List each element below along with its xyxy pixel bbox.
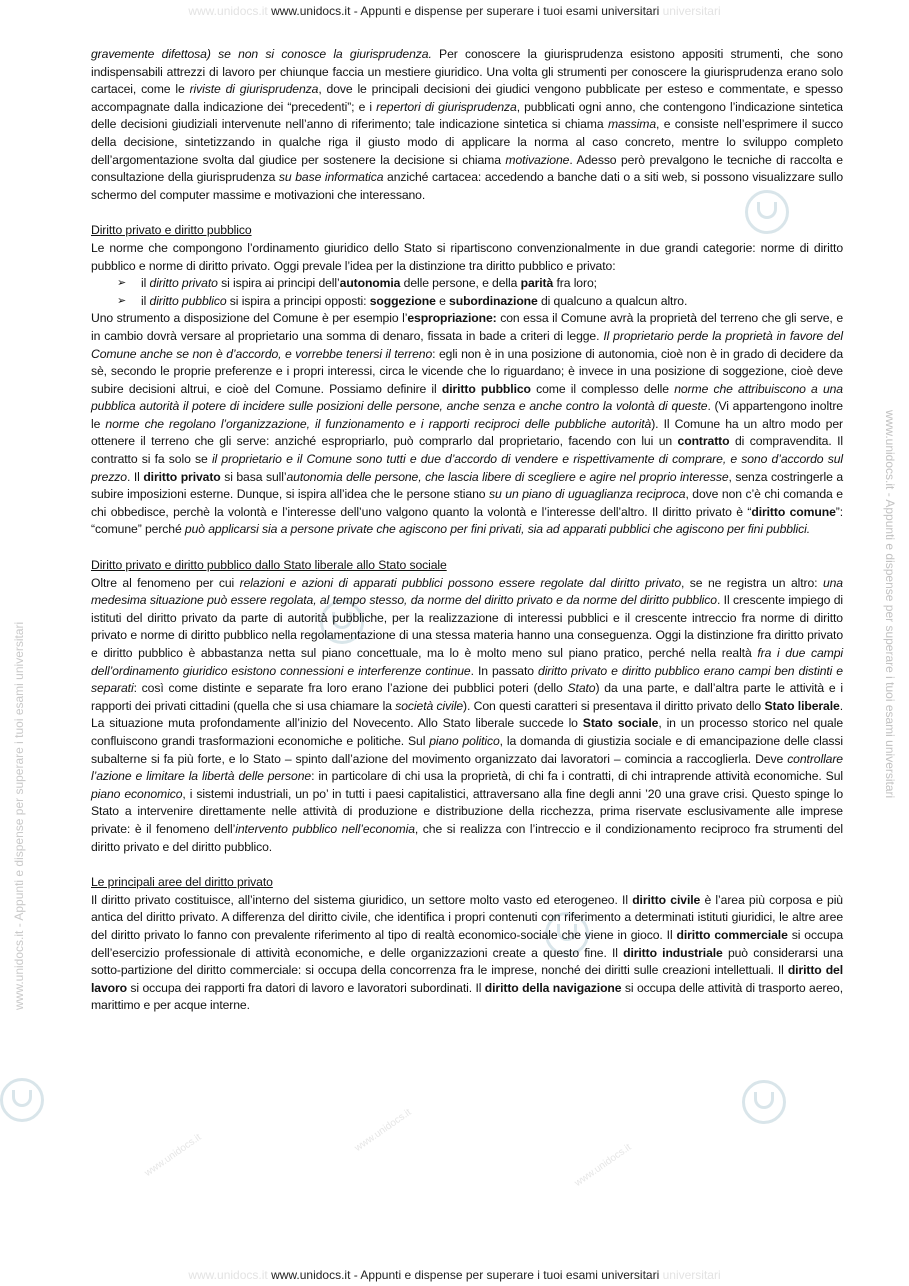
text-italic: diritto privato [149, 276, 218, 291]
paragraph-body [91, 310, 843, 539]
text-italic: diritto privato e diritto pubblico erano campi ben distinti e separati [91, 663, 843, 696]
text-italic: motivazione [505, 152, 570, 167]
text-bold: autonomia [339, 276, 401, 291]
text: , dove le principali decisioni dei giudici vengono pubblicate per esteso e commentate, e spesso accompagnate dalla indicazione dei “precedenti”; e i [91, 82, 843, 114]
text-italic: piano politico [429, 733, 500, 748]
text: : in particolare di chi usa la proprietà, di chi fa i contratti, di chi intraprende attività economiche. Sul [311, 769, 843, 784]
list-item [141, 275, 843, 293]
text: , senza costringerle a subire imposizioni esterne. Dunque, si ispira all’idea che le persone stiano [91, 469, 844, 502]
text-bold: diritto commerciale [676, 927, 788, 942]
text-italic: fra i due campi dell’ordinamento giuridico esistono connessioni e interferenze continue [91, 646, 843, 678]
text: Oltre al fenomeno per cui [91, 575, 240, 590]
text-bold: diritto privato [143, 469, 221, 484]
document-body [91, 46, 843, 1015]
watermark-logo-icon [0, 1078, 44, 1122]
text: : egli non è in una posizione di autonomia, cioè non è in grado di decidere da sè, secondo le proprie preferenze e i propri interessi, circa le vicende che lo riguardano; è invece in una posizione di soggezione, cioè deve subire decisioni altrui, e cioè del Comune. Possiamo definire il [91, 346, 843, 396]
paragraph-intro: Le norme che compongono l’ordinamento giuridico dello Stato si ripartiscono convenzionalmente in due grandi categorie: norme di diritto pubblico e norme di diritto privato. Oggi prevale l’idea per la distinzione tra diritto pubblico e privato: [91, 240, 843, 273]
text: . Il [126, 469, 144, 484]
text: può considerarsi una sotto-partizione del diritto commerciale: si occupa della concorrenza fra le imprese, nonché dei diritti sulle creazioni intellettuali. Il [91, 945, 843, 978]
list-item [141, 293, 843, 311]
text: di compravendita. Il contratto si fa solo se [91, 434, 844, 467]
banner-ghost-right: universitari [662, 4, 721, 18]
text-italic: una medesima situazione può essere regolata, al tempo stesso, da norme del diritto privato e da norme del diritto pubblico [91, 575, 843, 608]
section-heading: Diritto privato e diritto pubblico [91, 223, 252, 238]
text: , la domanda di giustizia sociale e di emancipazione delle classi subalterne si fa più forte, e lo Stato – spinto dall’azione del movimento organizzato dai lavoratori – comincia a raccoglierla. Deve [91, 733, 843, 766]
text: si occupa delle attività di trasporto aereo, marittimo e per acque interne. [91, 980, 844, 1013]
text: si ispira a principi opposti: [226, 293, 370, 308]
banner-ghost-left: www.unidocs.it [188, 1268, 268, 1282]
header-banner [0, 4, 909, 18]
text: anziché cartacea: accedendo a banche dati o a siti web, si possono visualizzare sullo schermo del computer massime e motivazioni che interessano. [91, 170, 843, 202]
text-bold: diritto industriale [623, 945, 723, 960]
text-italic: Il proprietario perde la proprietà in favore del Comune anche se non è d’accordo, e vorrebbe tenersi il terreno [91, 328, 843, 361]
text: delle persone, e della [400, 276, 521, 291]
section-heading: Diritto privato e diritto pubblico dallo Stato liberale allo Stato sociale [91, 558, 447, 573]
text-bold: diritto del lavoro [91, 963, 844, 995]
section-heading: Le principali aree del diritto privato [91, 875, 273, 890]
text: come il complesso delle [530, 381, 675, 396]
text: è l’area più corposa e più antica del diritto privato. A differenza del diritto civile, che identifica i propri contenuti con riferimento a determinati istituti giuridici, le altre aree del diritto privato lo fanno con prevalente riferimento al tipo di realtà economico-sociale che viene in gioco. Il [91, 892, 843, 942]
text-italic: Stato [567, 681, 596, 696]
paragraph-body [91, 892, 843, 1015]
text: , dove non c’è chi comanda e chi obbedisce, perchè la volontà e l’interesse dell’uno valgono quanto la volontà e l’interesse dell’altro. Il diritto privato è “ [91, 487, 843, 519]
text: . In passato [470, 663, 539, 678]
text: , pubblicati ogni anno, che contengono l’indicazione sintetica delle decisioni giudiziali intervenute nell’anno di riferimento; tale indicazione sintetica si chiama [91, 99, 843, 132]
watermark-small-text: www.unidocs.it [572, 1142, 634, 1189]
text: ). Il Comune ha un altro modo per ottenere il terreno che gli serve: anziché espropriarlo, può comprarlo dal proprietario, facendo con lui un [91, 416, 843, 449]
text-italic: il proprietario e il Comune sono tutti e due d’accordo di vendere e rispettivamente di comprare, e sono d’accordo sul prezzo [91, 452, 843, 484]
text-italic: norme che regolano l’organizzazione, il funzionamento e i rapporti reciproci delle pubbliche autorità [105, 416, 652, 431]
text-italic: relazioni e azioni di apparati pubblici possono essere regolate dal diritto privato [239, 575, 682, 590]
text: , e consiste nell’esprimere il succo della decisione, sintetizzando in qualche riga il giusto modo di applicare la norma al caso concreto, mentre lo sviluppo completo dell’argomentazione svolta dal giudice per sostenere la decisione si chiama [91, 117, 843, 167]
text: si occupa dei rapporti fra datori di lavoro e lavoratori subordinati. Il [126, 980, 485, 995]
text: e [435, 293, 450, 308]
text-italic: riviste di giurisprudenza [189, 82, 319, 97]
text-bold: contratto [677, 434, 730, 449]
text: il [141, 276, 150, 291]
banner-ghost-right: universitari [662, 1268, 721, 1282]
bullet-list [91, 275, 843, 310]
text: si ispira ai principi dell’ [217, 276, 340, 291]
text-italic: diritto pubblico [149, 293, 227, 308]
text: si basa sull’ [220, 469, 287, 484]
text: , che si realizza con l’intreccio e il condizionamento reciproco fra strumenti del diritto privato e del diritto pubblico. [91, 821, 843, 854]
footer-banner [0, 1268, 909, 1282]
text: . Adesso però prevalgono le tecniche di raccolta e consultazione della giurisprudenza [91, 152, 843, 185]
text: Uno strumento a disposizione del Comune è per esempio l’ [91, 311, 408, 326]
text-italic: piano economico [91, 786, 183, 801]
text-italic: intervento pubblico nell’economia [235, 821, 415, 836]
text-bold: parità [520, 276, 554, 291]
text-bold: diritto civile [632, 892, 701, 907]
text: . (Vi appartengono inoltre le [91, 399, 843, 431]
banner-text: www.unidocs.it - Appunti e dispense per superare i tuoi esami universitari [271, 4, 660, 18]
side-watermark-right: www.unidocs.it - Appunti e dispense per superare i tuoi esami universitari [883, 410, 897, 799]
text-bold: espropriazione: [407, 311, 497, 326]
text: , se ne registra un altro: [681, 575, 823, 590]
text-italic: può applicarsi sia a persone private che agiscono per fini privati, sia ad apparati pubblici che agiscono per fini pubblici. [184, 522, 811, 537]
text-bold: soggezione [369, 293, 436, 308]
text-italic: gravemente difettosa) se non si conosce la giurisprudenza. [91, 47, 432, 61]
text: di qualcuno a qualcun altro. [537, 293, 688, 308]
text: : così come distinte e separate fra loro erano l’azione dei pubblici poteri (dello [133, 681, 568, 696]
text: , in un processo storico nel quale confluiscono grandi trasformazioni economiche e politiche. Sul [91, 716, 844, 748]
text: Per conoscere la giurisprudenza esistono appositi strumenti, che sono indispensabili attrezzi di lavoro per chiunque faccia un mestiere giuridico. Una volta gli strumenti per conoscere la giurisprudenza erano solo cartacei, come le [91, 47, 843, 97]
text: . Il crescente impiego di istituti del diritto privato da parte di autorità pubbliche, per la realizzazione di interessi pubblici e il crescente intreccio fra norme di diritto privato e norme di diritto pubblico nella regolamentazione di una stessa materia hanno una conseguenza. Oggi la distinzione fra diritto privato e diritto pubblico è abbastanza netta sul piano concettuale, ma lo è molto meno sul piano pratico, perché nella realtà [91, 593, 844, 660]
paragraph-giurisprudenza [91, 46, 843, 204]
banner-ghost-left: www.unidocs.it [188, 4, 268, 18]
text: fra loro; [553, 276, 597, 291]
watermark-logo-icon [742, 1080, 786, 1124]
text-italic: massima [607, 117, 656, 132]
text-bold: diritto della navigazione [484, 980, 622, 995]
text: . La situazione muta profondamente all’inizio del Novecento. Allo Stato liberale succede lo [91, 698, 843, 731]
text: si occupa dell’esercizio professionale di attività economiche, e delle organizzazioni create a questo fine. Il [91, 927, 843, 960]
text-italic: norme che attribuiscono a una pubblica autorità il potere di incidere sulle posizioni delle persone, anche senza e anche contro la volontà di queste [91, 381, 843, 414]
watermark-small-text: www.unidocs.it [142, 1132, 204, 1179]
watermark-small-text: www.unidocs.it [352, 1107, 414, 1154]
text-bold: subordinazione [449, 293, 538, 308]
text-italic: repertori di giurisprudenza [376, 99, 517, 114]
text: Il diritto privato costituisce, all’interno del sistema giuridico, un settore molto vasto ed eterogeneo. Il [91, 892, 633, 907]
text-bold: diritto comune [751, 504, 836, 519]
side-watermark-left: www.unidocs.it - Appunti e dispense per superare i tuoi esami universitari [12, 621, 26, 1010]
text-italic: società civile [395, 698, 464, 713]
text-italic: controllare l’azione e limitare la libertà delle persone [91, 751, 843, 784]
text-bold: Stato liberale [764, 698, 840, 713]
text-italic: autonomia delle persone, che lascia libere di scegliere e agire nel proprio interesse [286, 469, 729, 484]
banner-text: www.unidocs.it - Appunti e dispense per superare i tuoi esami universitari [271, 1268, 660, 1282]
text: ) da una parte, e dall’altra parte le attività e i rapporti dei privati cittadini (quella che si usa chiamare la [91, 681, 843, 713]
text-bold: Stato sociale [582, 716, 659, 731]
text: con essa il Comune avrà la proprietà del terreno che gli serve, e in cambio dovrà versare al proprietario una somma di denaro, fissata in bade a criteri di legge. [91, 311, 844, 343]
text-bold: diritto pubblico [441, 381, 531, 396]
text-italic: su un piano di uguaglianza reciproca [489, 487, 686, 502]
text: , i sistemi industriali, un po’ in tutti i paesi capitalistici, attraversano alla fine degli anni ’20 una grave crisi. Questo spinge lo Stato a intervenire direttamente nelle attività di produzione e distribuzione della ricchezza, prima riservate esclusivamente alle imprese private: è il fenomeno dell’ [91, 786, 843, 836]
text: ). Con questi caratteri si presentava il diritto privato dello [463, 698, 765, 713]
text: il [141, 293, 150, 308]
text-italic: su base informatica [278, 170, 384, 185]
paragraph-body [91, 575, 843, 857]
text: ”: “comune” perché [91, 504, 844, 537]
